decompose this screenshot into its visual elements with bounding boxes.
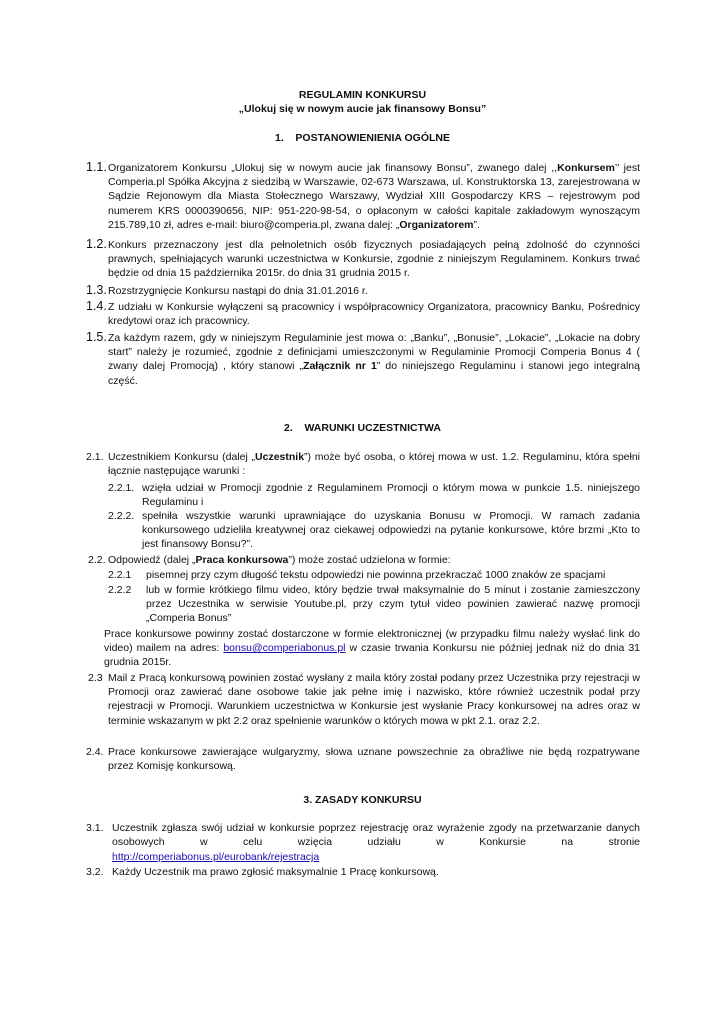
section-2-number: 2. — [284, 422, 293, 434]
item-2-2-2a-number: 2.2.2. — [108, 510, 135, 522]
document-subtitle: „Ulokuj się w nowym aucie jak finansowy Bonsu” — [238, 103, 487, 115]
contest-email-link[interactable]: bonsu@comperiabonus.pl — [223, 642, 346, 655]
item-1-3-number: 1.3. — [86, 283, 107, 297]
item-3-1-link-line — [112, 850, 640, 864]
item-2-1-text: Uczestnikiem Konkursu (dalej „Uczestnik”) może być osoba, o której mowa w ust. 1.2. Regulaminu, która spełni łącznie następujące warunki : — [108, 451, 641, 478]
item-2-2-text: Odpowiedź (dalej „Praca konkursowa”) może zostać udzielona w formie: — [108, 554, 451, 566]
section-1-title: POSTANOWIENIENIA OGÓLNE — [295, 132, 451, 144]
item-2-3-text: Mail z Pracą konkursową powinien zostać wysłany z maila który został podany przez Uczestnika przy rejestracji w Promocji oraz zawierać dane osobowe takie jak pełne imię i nazwisko, które również uczestnik podał przy rejestracji w Promocji. Warunkiem uczestnictwa w Konkursie jest wysłanie Pracy konkursowej na adres oraz w terminie wskazanym w pkt 2.2 oraz spełnienie warunków o których mowa w pkt 2.1. oraz 2.2. — [108, 672, 640, 727]
item-2-2-2-text: lub w formie krótkiego filmu video, który będzie trwał maksymalnie do 5 minut i zostanie zamieszczony przez Uczestnika w serwisie Youtube.pl, przy czym tytuł video powinien zawierać nazwę promocji „Comperia Bonus” — [146, 584, 640, 625]
item-3-1-text: Uczestnik zgłasza swój udział w konkursie poprzez rejestrację oraz wyrażenie zgody na przetwarzanie danych osobowych w celu wzięcia udziału w Konkursie na stronie — [112, 822, 640, 849]
item-1-3-text: Rozstrzygnięcie Konkursu nastąpi do dnia 31.01.2016 r. — [108, 285, 368, 297]
item-3-2-number: 3.2. — [86, 866, 104, 878]
item-3-1-number: 3.1. — [86, 822, 104, 834]
section-1-heading — [0, 131, 725, 145]
item-2-2-1-text: pisemnej przy czym długość tekstu odpowiedzi nie powinna przekraczać 1000 znaków ze spacjami — [146, 569, 606, 581]
section-1-number: 1. — [274, 132, 284, 144]
item-2-2-1a-number: 2.2.1. — [108, 482, 135, 494]
item-2-2-2a-text: spełniła wszystkie warunki uprawniające do uzyskania Bonusu w Promocji. W ramach zadania konkursowego udzieliła kreatywnej oraz ciekawej odpowiedzi na pytanie konkursowe, które brzmi „Kto to jest finansowy Bonsu?”. — [142, 510, 640, 551]
item-2-3-number: 2.3 — [88, 672, 103, 684]
item-1-2-number: 1.2. — [86, 237, 107, 251]
registration-link[interactable]: http://comperiabonus.pl/eurobank/rejestracja — [112, 851, 320, 863]
item-2-2-1-number: 2.2.1 — [108, 569, 132, 581]
item-1-2-text: Konkurs przeznaczony jest dla pełnoletnich osób fizycznych posiadających pełną zdolność do czynności prawnych, spełniających warunki uczestnictwa w Konkursie, zgodnie z niniejszym Regulaminem. Konkurs trwać będzie od dnia 15 października 2015r. do dnia 31 grudnia 2015 r. — [108, 239, 640, 280]
section-2-title: WARUNKI UCZESTNICTWA — [304, 422, 441, 434]
item-1-1-text: Organizatorem Konkursu „Ulokuj się w nowym aucie jak finansowy Bonsu”, zwanego dalej ,,Konkursem’’ jest Comperia.pl Spółka Akcyjna z siedzibą w Warszawie, 02-673 Warszawa, ul. Konstruktorska 13, zarejestrowana w Sądzie Rejonowym dla Miasta Stołecznego Warszawy, Wydział XIII Gospodarczy KRS – rejestrowym pod numerem KRS 0000390656, NIP: 951-220-98-54, o opłaconym w całości kapitale zakładowym wynoszącym 215.789,10 zł, adres e-mail: biuro@comperia.pl, zwana dalej: „Organizatorem”. — [108, 162, 641, 231]
item-1-4-number: 1.4. — [86, 299, 107, 313]
section-3-heading: 3. ZASADY KONKURSU — [303, 794, 422, 806]
document-title: REGULAMIN KONKURSU — [298, 89, 427, 101]
item-1-1-number: 1.1. — [86, 160, 107, 174]
item-3-2-text: Każdy Uczestnik ma prawo zgłosić maksymalnie 1 Pracę konkursową. — [112, 866, 439, 878]
item-2-2-number: 2.2. — [88, 554, 106, 566]
section-2-heading — [0, 421, 725, 435]
item-2-2-1a-text: wzięła udział w Promocji zgodnie z Regulaminem Promocji o którym mowa w punkcie 1.5. niniejszego Regulaminu i — [142, 482, 640, 509]
item-2-2-2-number: 2.2.2 — [108, 584, 132, 596]
item-2-1-number: 2.1. — [86, 451, 104, 463]
submission-paragraph: Prace konkursowe powinny zostać dostarczone w formie elektronicznej (w przypadku filmu należy wysłać link do video) mailem na adres: bonsu@comperiabonus.pl w czasie trwania Konkursu nie później jednak niż do dnia 31 grudnia 2015r. — [104, 628, 640, 669]
item-1-5-text: Za każdym razem, gdy w niniejszym Regulaminie jest mowa o: „Banku”, „Bonusie”, „Lokacie”, „Lokacie na dobry start” należy je rozumieć, zgodnie z definicjami umieszczonymi w Regulaminie Promocji Comperia Bonus 4 ( zwany dalej Promocją) , który stanowi „Załącznik nr 1” do niniejszego Regulaminu i stanowi jego integralną część. — [108, 332, 640, 387]
item-2-4-text: Prace konkursowe zawierające wulgaryzmy, słowa uznane powszechnie za obraźliwe nie będą rozpatrywane przez Komisję konkursową. — [108, 746, 640, 773]
item-1-4-text: Z udziału w Konkursie wyłączeni są pracownicy i współpracownicy Organizatora, pracownicy Banku, Pośrednicy kredytowi oraz ich pracownicy. — [108, 301, 640, 328]
item-1-5-number: 1.5. — [86, 330, 107, 344]
item-2-4-number: 2.4. — [86, 746, 104, 758]
